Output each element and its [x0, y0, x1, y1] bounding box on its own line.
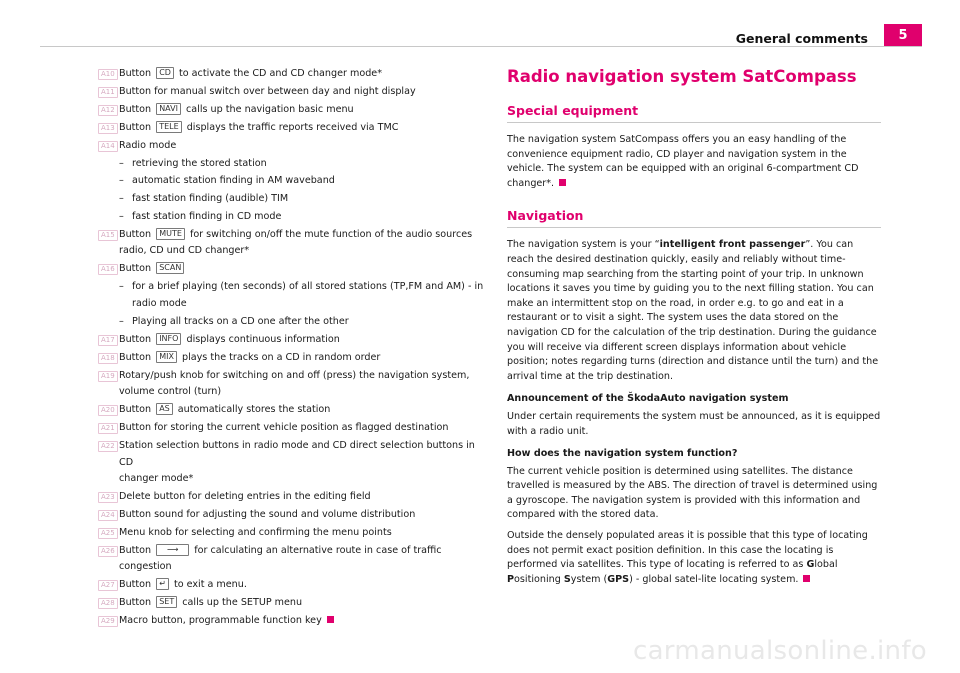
- key-label: TELE: [156, 121, 181, 133]
- item-text: Button: [119, 578, 155, 590]
- item-text: Radio mode: [119, 140, 177, 151]
- item-text: Button: [119, 334, 155, 346]
- item-text: Menu knob for selecting and confirming the menu points: [119, 526, 392, 538]
- item-text: Button: [119, 122, 155, 133]
- item-text: for switching on/off the mute function of the audio sources: [186, 228, 473, 240]
- key-label: NAVI: [156, 103, 181, 115]
- item-number: A29: [98, 616, 118, 627]
- item-text: to exit a menu.: [170, 578, 247, 590]
- item-continuation: volume control (turn): [119, 386, 222, 398]
- sub-item: – fast station finding in CD mode: [119, 210, 282, 222]
- page-number: 5: [884, 24, 922, 47]
- sub-item: – automatic station finding in AM waveband: [119, 175, 335, 187]
- list-item: [98, 420, 488, 436]
- end-mark-icon: [803, 575, 810, 582]
- item-text: automatically stores the station: [174, 404, 331, 416]
- item-text: Button: [119, 228, 155, 240]
- list-item: [98, 525, 488, 541]
- list-item: [98, 120, 488, 136]
- item-text: Button for storing the current vehicle position as flagged destination: [119, 422, 449, 434]
- item-text: Button sound for adjusting the sound and volume distribution: [119, 508, 416, 520]
- list-item: [98, 138, 488, 154]
- list-item: [98, 261, 488, 277]
- sub-item: – Playing all tracks on a CD one after the other: [119, 316, 349, 328]
- sub-item: – fast station finding (audible) TIM: [119, 193, 289, 205]
- list-item: [98, 507, 488, 523]
- announcement-heading: Announcement of the ŠkodaAuto navigation system: [507, 393, 789, 405]
- item-number: A18: [98, 353, 118, 364]
- item-number: A24: [98, 510, 118, 521]
- item-number: A25: [98, 528, 118, 539]
- item-text: Delete button for deleting entries in the editing field: [119, 490, 371, 502]
- key-label: AS: [156, 403, 173, 415]
- key-label: SET: [156, 596, 177, 608]
- watermark: carmanualsonline.info: [632, 636, 927, 666]
- list-item: [98, 489, 488, 505]
- item-number: A17: [98, 335, 118, 346]
- item-text: Rotary/push knob for switching on and off (press) the navigation system,: [119, 370, 470, 382]
- item-text: displays continuous information: [183, 334, 340, 346]
- outside-text: Outside the densely populated areas it is possible that this type of locating does not permit exact position definition. In this case the locating is performed via satellites. This type of locating is referred to as Global Positioning System (GPS) - global satel-lite locating system.: [507, 530, 868, 585]
- button-description-list: [98, 66, 488, 631]
- sub-item: – for a brief playing (ten seconds) of all stored stations (TP,FM and AM) - in: [119, 280, 484, 292]
- key-label: INFO: [156, 333, 181, 345]
- list-item: [98, 577, 488, 593]
- item-continuation: changer mode*: [119, 472, 194, 484]
- announcement-text: Under certain requirements the system must be announced, as it is equipped with a radio unit.: [507, 410, 881, 437]
- item-number: A19: [98, 371, 118, 382]
- item-text: Button: [119, 404, 155, 416]
- how-text: The current vehicle position is determined using satellites. The distance travelled is measured by the ABS. The direction of travel is determined using a gyroscope. The navigation system is provided with this information and compared with the stored data.: [507, 465, 878, 521]
- how-heading: How does the navigation system function?: [507, 448, 738, 460]
- key-label: SCAN: [156, 262, 184, 274]
- item-number: A21: [98, 423, 118, 434]
- end-mark-icon: [559, 179, 566, 186]
- right-column: [507, 66, 881, 587]
- list-item: [98, 438, 488, 470]
- list-item: [98, 350, 488, 366]
- item-text: calls up the SETUP menu: [179, 596, 303, 608]
- list-item: [98, 613, 488, 629]
- item-text: to activate the CD and CD changer mode*: [175, 68, 382, 79]
- navigation-heading: Navigation: [507, 207, 881, 228]
- item-text: Button: [119, 596, 155, 608]
- section-title: Radio navigation system SatCompass: [507, 67, 857, 86]
- list-item: [98, 102, 488, 118]
- item-number: A28: [98, 598, 118, 609]
- list-item: [98, 227, 488, 243]
- item-text: Button: [119, 104, 155, 115]
- list-item: [98, 543, 488, 575]
- special-equipment-heading: Special equipment: [507, 102, 881, 123]
- item-number: A27: [98, 580, 118, 591]
- key-label: ↵: [156, 578, 169, 590]
- item-number: A26: [98, 546, 118, 557]
- end-mark-icon: [327, 616, 334, 623]
- item-number: A10: [98, 69, 118, 80]
- item-text: Button: [119, 68, 155, 79]
- list-item: [98, 402, 488, 418]
- item-number: A16: [98, 264, 118, 275]
- item-text: plays the tracks on a CD in random order: [178, 352, 381, 364]
- item-text: Button: [119, 352, 155, 364]
- list-item: [98, 84, 488, 100]
- item-number: A12: [98, 105, 118, 116]
- list-item: [98, 368, 488, 384]
- item-number: A23: [98, 492, 118, 503]
- item-text: Macro button, programmable function key: [119, 614, 322, 626]
- item-number: A13: [98, 123, 118, 134]
- list-item: [98, 66, 488, 82]
- item-text: Button: [119, 263, 155, 275]
- item-number: A14: [98, 141, 118, 152]
- navigation-intro-text: The navigation system is your “intelligent front passenger”. You can reach the desired destination quickly, easily and reliably without time-consuming map searching from the starting point of your trip. In unknown locations it saves you time by guiding you to the next filling station. You can make an intermittent stop on the road, in order e.g. to go and eat in a restaurant or to visit a sight. The system uses the data stored on the navigation CD for the calculation of the trip destination. During the guidance you will receive via different screen displays information about vehicle position; notes regarding turns (direction and distance until the turn) and the arrival time at the trip destination.: [507, 239, 879, 382]
- list-item: [98, 332, 488, 348]
- key-label: MUTE: [156, 228, 185, 240]
- item-text: Button: [119, 544, 155, 556]
- item-number: A20: [98, 405, 118, 416]
- sub-item: – retrieving the stored station: [119, 157, 267, 169]
- header-rule: [40, 46, 922, 47]
- item-text: for calculating an alternative route in case of traffic congestion: [119, 544, 442, 572]
- item-text: Station selection buttons in radio mode and CD direct selection buttons in CD: [119, 440, 475, 468]
- key-label: ⟶: [156, 544, 189, 556]
- item-number: A22: [98, 441, 118, 452]
- item-continuation: radio, CD und CD changer*: [119, 245, 250, 257]
- page-header-title: General comments: [735, 31, 868, 46]
- item-text: Button for manual switch over between day and night display: [119, 86, 416, 97]
- sub-item: radio mode: [132, 298, 187, 310]
- item-text: displays the traffic reports received via TMC: [183, 122, 399, 133]
- item-number: A11: [98, 87, 118, 98]
- item-text: calls up the navigation basic menu: [182, 104, 354, 115]
- key-label: CD: [156, 67, 174, 79]
- special-equipment-text: The navigation system SatCompass offers you an easy handling of the convenience equipment radio, CD player and navigation system in the vehicle. The system can be equipped with an original 6-compartment CD changer*.: [507, 134, 859, 189]
- key-label: MIX: [156, 351, 177, 363]
- list-item: [98, 595, 488, 611]
- item-number: A15: [98, 230, 118, 241]
